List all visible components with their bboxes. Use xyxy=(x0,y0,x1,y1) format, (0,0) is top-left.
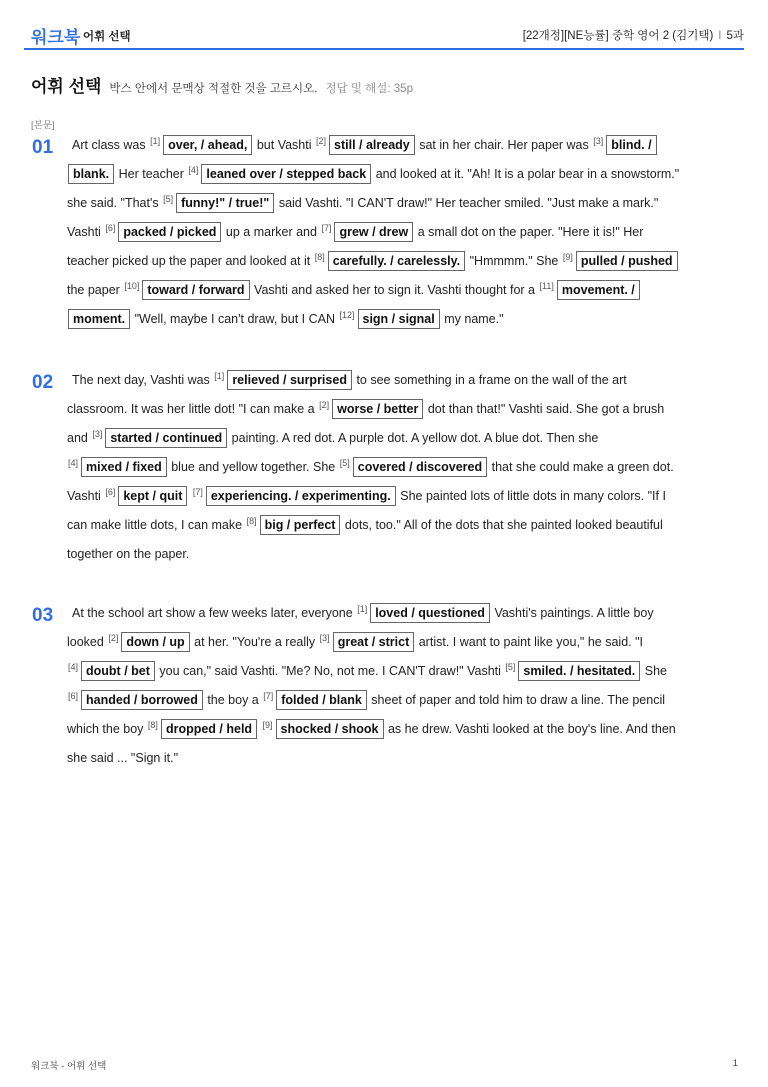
blank-ref: [2] xyxy=(316,136,327,146)
passage-text: as he drew. Vashti looked at the boy's line. And then xyxy=(387,722,676,736)
choice-box[interactable]: moment. xyxy=(68,309,130,329)
blank-ref: [2] xyxy=(319,400,330,410)
page-number: 1 xyxy=(732,1058,738,1069)
blank-ref: [10] xyxy=(124,281,140,291)
question-number-01: 01 xyxy=(32,137,54,158)
passage-02 xyxy=(67,366,737,569)
blank-ref: [9] xyxy=(262,720,273,730)
choice-box[interactable]: mixed / fixed xyxy=(81,457,167,477)
passage-text: Vashti xyxy=(67,489,101,503)
passage-text: but Vashti xyxy=(256,138,312,152)
passage-text: looked xyxy=(67,635,104,649)
passage-text: dots, too." All of the dots that she painted looked beautiful xyxy=(344,518,663,532)
passage-text: that she could make a green dot. xyxy=(491,460,674,474)
choice-box[interactable]: folded / blank xyxy=(276,690,367,710)
passage-text: artist. I want to paint like you," he said. "I xyxy=(418,635,643,649)
blank-ref: [8] xyxy=(246,516,257,526)
answer-reference: 정답 및 해설: 35p xyxy=(325,83,413,95)
question-number-02: 02 xyxy=(32,372,54,393)
course-info xyxy=(523,27,744,43)
blank-ref: [8] xyxy=(314,252,325,262)
page-header xyxy=(31,18,744,48)
passage-text: "Well, maybe I can't draw, but I CAN xyxy=(134,312,335,326)
choice-box[interactable]: handed / borrowed xyxy=(81,690,203,710)
passage-text: which the boy xyxy=(67,722,144,736)
passage-text: up a marker and xyxy=(225,225,317,239)
blank-ref: [12] xyxy=(339,310,355,320)
blank-ref: [6] xyxy=(105,487,116,497)
choice-box[interactable]: blind. / xyxy=(606,135,656,155)
passage-text: blue and yellow together. She xyxy=(171,460,336,474)
blank-ref: [6] xyxy=(105,223,116,233)
passage-text: and looked at it. "Ah! It is a polar bear in a snowstorm." xyxy=(375,167,680,181)
choice-box[interactable]: carefully. / carelessly. xyxy=(328,251,465,271)
passage-text: the boy a xyxy=(207,693,259,707)
section-title: 어휘 선택 xyxy=(31,77,102,96)
choice-box[interactable]: great / strict xyxy=(333,632,415,652)
passage-text: painting. A red dot. A purple dot. A yellow dot. A blue dot. Then she xyxy=(231,431,599,445)
choice-box[interactable]: toward / forward xyxy=(142,280,249,300)
choice-box[interactable]: grew / drew xyxy=(334,222,413,242)
choice-box[interactable]: doubt / bet xyxy=(81,661,155,681)
header-subtitle: 어휘 선택 xyxy=(83,31,131,43)
blank-ref: [9] xyxy=(562,252,573,262)
passage-text: dot than that!" Vashti said. She got a brush xyxy=(427,402,665,416)
choice-box[interactable]: kept / quit xyxy=(118,486,187,506)
blank-ref: [4] xyxy=(68,458,79,468)
choice-box[interactable]: experiencing. / experimenting. xyxy=(206,486,396,506)
blank-ref: [5] xyxy=(163,194,174,204)
blank-ref: [5] xyxy=(505,662,516,672)
choice-box[interactable]: started / continued xyxy=(105,428,227,448)
lesson-label: 5과 xyxy=(726,30,744,42)
choice-box[interactable]: over, / ahead, xyxy=(163,135,252,155)
passage-text: At the school art show a few weeks later, everyone xyxy=(72,606,353,620)
blank-ref: [3] xyxy=(319,633,330,643)
passage-text: to see something in a frame on the wall of the art xyxy=(356,373,627,387)
passage-text: Her teacher xyxy=(118,167,184,181)
choice-box[interactable]: down / up xyxy=(121,632,189,652)
choice-box[interactable]: dropped / held xyxy=(161,719,257,739)
choice-box[interactable]: funny!" / true!" xyxy=(176,193,274,213)
blank-ref: [1] xyxy=(150,136,161,146)
passage-01 xyxy=(67,131,737,334)
brand-title: 워크북 xyxy=(31,28,81,47)
course-title: [22개정][NE능률] 중학 영어 2 (김기택) xyxy=(522,30,714,42)
passage-text: She xyxy=(644,664,667,678)
blank-ref: [5] xyxy=(339,458,350,468)
choice-box[interactable]: leaned over / stepped back xyxy=(201,164,371,184)
choice-box[interactable]: movement. / xyxy=(557,280,640,300)
passage-text: my name." xyxy=(444,312,504,326)
instruction-text: 박스 안에서 문맥상 적절한 것을 고르시오. xyxy=(109,83,318,95)
passage-text: she said. "That's xyxy=(67,196,159,210)
blank-ref: [8] xyxy=(147,720,158,730)
passage-text: at her. "You're a really xyxy=(194,635,316,649)
blank-ref: [7] xyxy=(321,223,332,233)
blank-ref: [4] xyxy=(68,662,79,672)
choice-box[interactable]: big / perfect xyxy=(260,515,341,535)
passage-text: said Vashti. "I CAN'T draw!" Her teacher smiled. "Just make a mark." xyxy=(278,196,659,210)
choice-box[interactable]: blank. xyxy=(68,164,114,184)
choice-box[interactable]: packed / picked xyxy=(118,222,221,242)
blank-ref: [7] xyxy=(263,691,274,701)
passage-text: can make little dots, I can make xyxy=(67,518,243,532)
passage-text: a small dot on the paper. "Here it is!" Her xyxy=(417,225,644,239)
passage-text: you can," said Vashti. "Me? No, not me. I CAN'T draw!" Vashti xyxy=(159,664,501,678)
choice-box[interactable]: shocked / shook xyxy=(276,719,384,739)
passage-text: The next day, Vashti was xyxy=(72,373,210,387)
blank-ref: [1] xyxy=(214,371,225,381)
passage-text: sat in her chair. Her paper was xyxy=(419,138,589,152)
choice-box[interactable]: relieved / surprised xyxy=(227,370,352,390)
passage-03 xyxy=(67,599,737,773)
header-divider xyxy=(24,48,744,50)
blank-ref: [3] xyxy=(593,136,604,146)
blank-ref: [4] xyxy=(188,165,199,175)
passage-text: Vashti xyxy=(67,225,101,239)
body-tag: [본문] xyxy=(31,120,55,131)
blank-ref: [2] xyxy=(108,633,119,643)
passage-text: She painted lots of little dots in many colors. "If I xyxy=(400,489,666,503)
blank-ref: [1] xyxy=(357,604,368,614)
question-number-03: 03 xyxy=(32,605,54,626)
passage-text: Vashti and asked her to sign it. Vashti thought for a xyxy=(254,283,536,297)
passage-text: Art class was xyxy=(72,138,146,152)
blank-ref: [7] xyxy=(192,487,203,497)
header-separator: I xyxy=(718,30,722,42)
choice-box[interactable]: sign / signal xyxy=(358,309,440,329)
choice-box[interactable]: worse / better xyxy=(332,399,423,419)
blank-ref: [6] xyxy=(68,691,79,701)
passage-text: the paper xyxy=(67,283,120,297)
passage-text: Vashti's paintings. A little boy xyxy=(494,606,654,620)
choice-box[interactable]: covered / discovered xyxy=(353,457,487,477)
passage-text: sheet of paper and told him to draw a line. The pencil xyxy=(371,693,665,707)
passage-text: classroom. It was her little dot! "I can make a xyxy=(67,402,315,416)
passage-text: "Hmmmm." She xyxy=(469,254,559,268)
choice-box[interactable]: pulled / pushed xyxy=(576,251,678,271)
choice-box[interactable]: still / already xyxy=(329,135,415,155)
blank-ref: [11] xyxy=(539,281,554,291)
passage-text: together on the paper. xyxy=(67,547,190,561)
choice-box[interactable]: loved / questioned xyxy=(370,603,490,623)
blank-ref: [3] xyxy=(92,429,103,439)
passage-text: she said ... "Sign it." xyxy=(67,751,179,765)
section-title-row xyxy=(31,72,413,97)
choice-box[interactable]: smiled. / hesitated. xyxy=(518,661,640,681)
passage-text: and xyxy=(67,431,88,445)
footer-label: 워크북 - 어휘 선택 xyxy=(31,1061,107,1072)
passage-text: teacher picked up the paper and looked at it xyxy=(67,254,311,268)
